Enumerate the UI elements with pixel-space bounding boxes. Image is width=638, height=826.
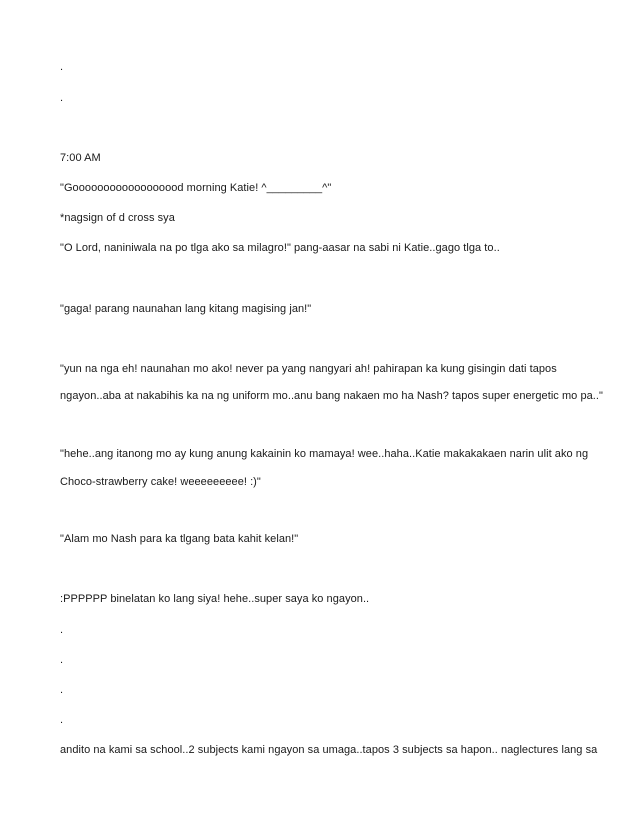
text-line-dot-2: .	[60, 92, 64, 104]
text-line-hehe-2: Choco-strawberry cake! weeeeeeeee! :)"	[60, 476, 261, 488]
text-line-time: 7:00 AM	[60, 152, 101, 164]
text-line-dot-6: .	[60, 714, 64, 726]
text-line-alam: "Alam mo Nash para ka tlgang bata kahit kelan!"	[60, 533, 299, 545]
text-line-dot-4: .	[60, 654, 64, 666]
text-line-dot-1: .	[60, 61, 64, 73]
text-line-greeting: "Goooooooooooooooood morning Katie! ^_________^"	[60, 182, 332, 194]
text-line-lord: "O Lord, naniniwala na po tlga ako sa milagro!" pang-aasar na sabi ni Katie..gago tlga to..	[60, 242, 500, 254]
text-line-yun-2: ngayon..aba at nakabihis ka na ng uniform mo..anu bang nakaen mo ha Nash? tapos super energetic mo pa.."	[60, 390, 603, 402]
text-line-gaga: "gaga! parang naunahan lang kitang magising jan!"	[60, 303, 312, 315]
text-line-yun-1: "yun na nga eh! naunahan mo ako! never pa yang nangyari ah! pahirapan ka kung gisingin dati tapos	[60, 363, 557, 375]
text-line-binelatan: :PPPPPP binelatan ko lang siya! hehe..super saya ko ngayon..	[60, 593, 370, 605]
text-line-dot-3: .	[60, 624, 64, 636]
text-line-hehe-1: "hehe..ang itanong mo ay kung anung kakainin ko mamaya! wee..haha..Katie makakakaen narin ulit ako ng	[60, 448, 589, 460]
text-line-andito: andito na kami sa school..2 subjects kami ngayon sa umaga..tapos 3 subjects sa hapon.. naglectures lang sa	[60, 744, 598, 756]
text-line-dot-5: .	[60, 684, 64, 696]
text-line-sign-cross: *nagsign of d cross sya	[60, 212, 175, 224]
